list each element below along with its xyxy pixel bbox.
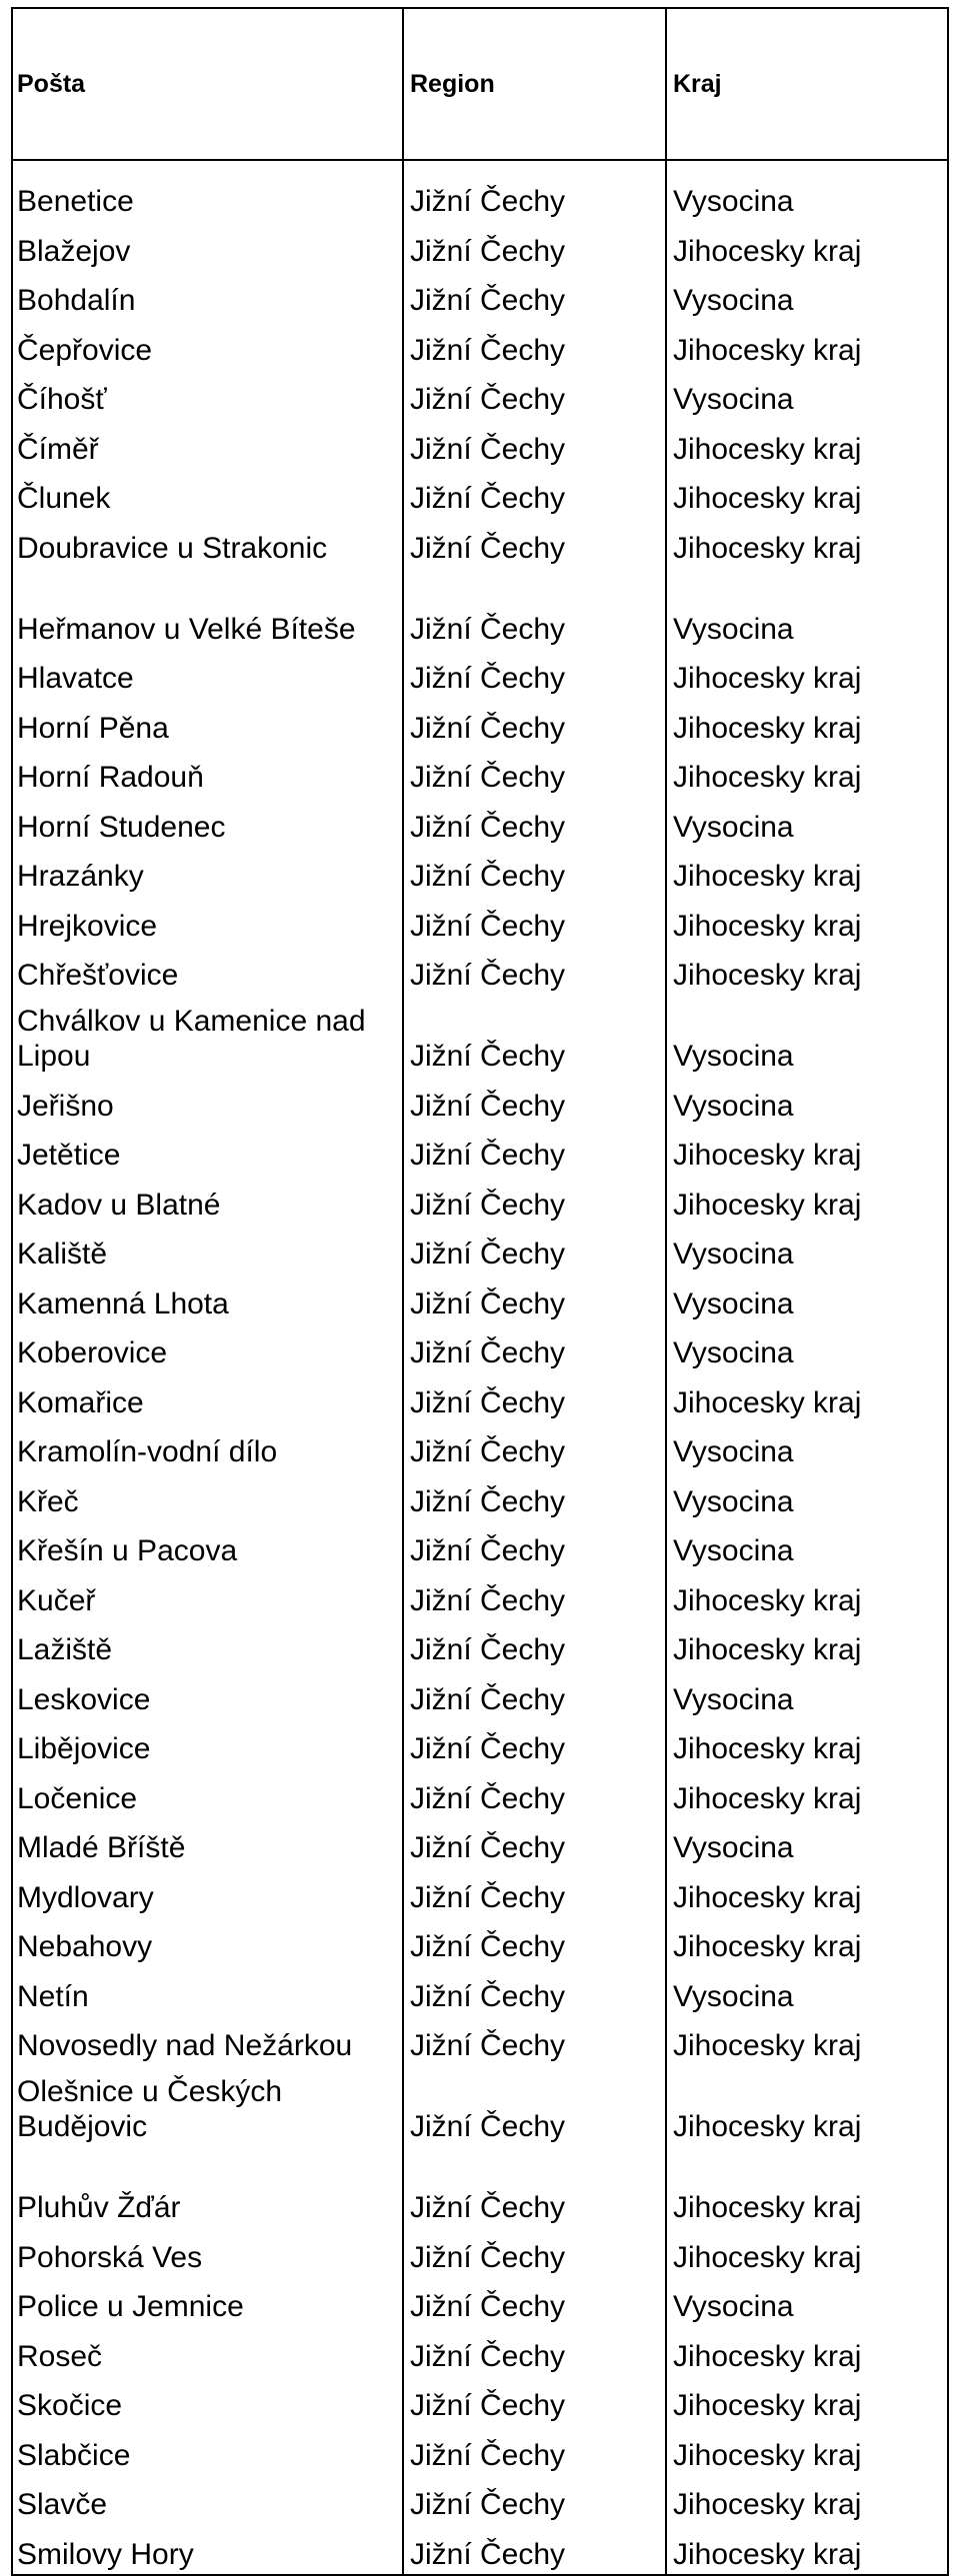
cell-region: Jižní Čechy	[403, 1128, 666, 1178]
cell-region: Jižní Čechy	[403, 1968, 666, 2018]
cell-posta: Pohorská Ves	[12, 2229, 403, 2279]
cell-kraj: Jihocesky kraj	[666, 2427, 948, 2477]
cell-region: Jižní Čechy	[403, 160, 666, 223]
cell-region: Jižní Čechy	[403, 1869, 666, 1919]
cell-kraj: Jihocesky kraj	[666, 849, 948, 899]
table-row	[12, 1374, 948, 1424]
cell-kraj: Vysocina	[666, 160, 948, 223]
table-row	[12, 700, 948, 750]
cell-region: Jižní Čechy	[403, 898, 666, 948]
table-row	[12, 898, 948, 948]
cell-posta: Smilovy Hory	[12, 2526, 403, 2575]
table-row	[12, 2328, 948, 2378]
cell-region: Jižní Čechy	[403, 2427, 666, 2477]
cell-region: Jižní Čechy	[403, 2148, 666, 2229]
cell-kraj: Jihocesky kraj	[666, 2328, 948, 2378]
cell-posta: Roseč	[12, 2328, 403, 2378]
table-row	[12, 570, 948, 651]
cell-kraj: Vysocina	[666, 1820, 948, 1870]
table-row	[12, 2378, 948, 2428]
table-row	[12, 1869, 948, 1919]
cell-kraj: Vysocina	[666, 1671, 948, 1721]
table-row	[12, 1671, 948, 1721]
table-row	[12, 160, 948, 223]
cell-posta: Chřešťovice	[12, 948, 403, 998]
cell-kraj: Vysocina	[666, 1078, 948, 1128]
cell-posta: Chválkov u Kamenice nad Lipou	[12, 997, 403, 1078]
cell-posta: Police u Jemnice	[12, 2279, 403, 2329]
cell-posta: Benetice	[12, 160, 403, 223]
cell-region: Jižní Čechy	[403, 651, 666, 701]
cell-region: Jižní Čechy	[403, 1770, 666, 1820]
table-row	[12, 1770, 948, 1820]
table-row	[12, 1572, 948, 1622]
cell-region: Jižní Čechy	[403, 1572, 666, 1622]
cell-kraj: Vysocina	[666, 997, 948, 1078]
cell-posta: Člunek	[12, 471, 403, 521]
cell-kraj: Jihocesky kraj	[666, 2229, 948, 2279]
table-row	[12, 2477, 948, 2527]
cell-posta: Kramolín-vodní dílo	[12, 1424, 403, 1474]
cell-kraj: Vysocina	[666, 1424, 948, 1474]
cell-posta: Slabčice	[12, 2427, 403, 2477]
post-offices-table	[11, 7, 949, 2576]
table-row	[12, 2148, 948, 2229]
cell-region: Jižní Čechy	[403, 1622, 666, 1672]
cell-region: Jižní Čechy	[403, 1820, 666, 1870]
cell-region: Jižní Čechy	[403, 273, 666, 323]
cell-kraj: Jihocesky kraj	[666, 2526, 948, 2575]
cell-kraj: Jihocesky kraj	[666, 421, 948, 471]
table-row	[12, 1721, 948, 1771]
table-row	[12, 2229, 948, 2279]
cell-region: Jižní Čechy	[403, 1523, 666, 1573]
cell-kraj: Vysocina	[666, 1523, 948, 1573]
cell-kraj: Jihocesky kraj	[666, 1770, 948, 1820]
cell-posta: Hlavatce	[12, 651, 403, 701]
cell-posta: Olešnice u Českých Budějovic	[12, 2067, 403, 2148]
table-row	[12, 799, 948, 849]
cell-posta: Leskovice	[12, 1671, 403, 1721]
cell-region: Jižní Čechy	[403, 2328, 666, 2378]
table-row	[12, 1078, 948, 1128]
cell-posta: Křešín u Pacova	[12, 1523, 403, 1573]
cell-kraj: Jihocesky kraj	[666, 1721, 948, 1771]
cell-region: Jižní Čechy	[403, 2067, 666, 2148]
cell-posta: Horní Radouň	[12, 750, 403, 800]
cell-region: Jižní Čechy	[403, 1424, 666, 1474]
cell-posta: Heřmanov u Velké Bíteše	[12, 570, 403, 651]
cell-posta: Hrazánky	[12, 849, 403, 899]
table-row	[12, 948, 948, 998]
cell-posta: Kamenná Lhota	[12, 1276, 403, 1325]
cell-posta: Jetětice	[12, 1128, 403, 1178]
cell-region: Jižní Čechy	[403, 372, 666, 422]
column-header-region: Region	[403, 8, 666, 160]
cell-posta: Lažiště	[12, 1622, 403, 1672]
column-header-kraj: Kraj	[666, 8, 948, 160]
cell-posta: Horní Pěna	[12, 700, 403, 750]
table-row	[12, 2427, 948, 2477]
table-row	[12, 471, 948, 521]
table-row	[12, 1325, 948, 1375]
cell-region: Jižní Čechy	[403, 223, 666, 273]
cell-region: Jižní Čechy	[403, 421, 666, 471]
table-row	[12, 849, 948, 899]
cell-region: Jižní Čechy	[403, 1325, 666, 1375]
cell-kraj: Vysocina	[666, 372, 948, 422]
cell-kraj: Vysocina	[666, 1227, 948, 1277]
cell-kraj: Vysocina	[666, 799, 948, 849]
cell-kraj: Jihocesky kraj	[666, 1622, 948, 1672]
table-row	[12, 1177, 948, 1227]
table-row	[12, 2279, 948, 2329]
cell-posta: Slavče	[12, 2477, 403, 2527]
cell-posta: Kučeř	[12, 1572, 403, 1622]
cell-kraj: Jihocesky kraj	[666, 1869, 948, 1919]
cell-region: Jižní Čechy	[403, 750, 666, 800]
cell-posta: Hrejkovice	[12, 898, 403, 948]
cell-region: Jižní Čechy	[403, 1227, 666, 1277]
cell-kraj: Jihocesky kraj	[666, 651, 948, 701]
cell-region: Jižní Čechy	[403, 1721, 666, 1771]
cell-kraj: Jihocesky kraj	[666, 700, 948, 750]
cell-region: Jižní Čechy	[403, 2279, 666, 2329]
cell-region: Jižní Čechy	[403, 1276, 666, 1325]
cell-region: Jižní Čechy	[403, 1374, 666, 1424]
cell-kraj: Jihocesky kraj	[666, 750, 948, 800]
cell-posta: Jeřišno	[12, 1078, 403, 1128]
table-row	[12, 1276, 948, 1325]
cell-kraj: Vysocina	[666, 273, 948, 323]
table-header-row	[12, 8, 948, 160]
column-header-posta: Pošta	[12, 8, 403, 160]
cell-posta: Mladé Bříště	[12, 1820, 403, 1870]
cell-posta: Nebahovy	[12, 1919, 403, 1969]
cell-posta: Libějovice	[12, 1721, 403, 1771]
table-row	[12, 997, 948, 1078]
cell-posta: Číměř	[12, 421, 403, 471]
cell-region: Jižní Čechy	[403, 520, 666, 570]
table-row	[12, 1820, 948, 1870]
cell-region: Jižní Čechy	[403, 1919, 666, 1969]
cell-posta: Novosedly nad Nežárkou	[12, 2018, 403, 2068]
table-row	[12, 2018, 948, 2068]
cell-posta: Koberovice	[12, 1325, 403, 1375]
table-row	[12, 651, 948, 701]
cell-posta: Kaliště	[12, 1227, 403, 1277]
cell-posta: Čepřovice	[12, 322, 403, 372]
cell-posta: Bohdalín	[12, 273, 403, 323]
cell-kraj: Jihocesky kraj	[666, 898, 948, 948]
cell-posta: Doubravice u Strakonic	[12, 520, 403, 570]
cell-region: Jižní Čechy	[403, 700, 666, 750]
cell-kraj: Jihocesky kraj	[666, 2067, 948, 2148]
cell-posta: Horní Studenec	[12, 799, 403, 849]
cell-region: Jižní Čechy	[403, 322, 666, 372]
cell-kraj: Jihocesky kraj	[666, 2148, 948, 2229]
cell-region: Jižní Čechy	[403, 1177, 666, 1227]
table-row	[12, 1523, 948, 1573]
cell-kraj: Vysocina	[666, 2279, 948, 2329]
table-row	[12, 1128, 948, 1178]
cell-region: Jižní Čechy	[403, 948, 666, 998]
table-row	[12, 1473, 948, 1523]
cell-posta: Ločenice	[12, 1770, 403, 1820]
table-row	[12, 322, 948, 372]
table-row	[12, 2526, 948, 2575]
cell-posta: Pluhův Žďár	[12, 2148, 403, 2229]
cell-kraj: Vysocina	[666, 1325, 948, 1375]
table-row	[12, 1968, 948, 2018]
cell-posta: Netín	[12, 1968, 403, 2018]
cell-kraj: Jihocesky kraj	[666, 2018, 948, 2068]
cell-kraj: Jihocesky kraj	[666, 1919, 948, 1969]
cell-kraj: Jihocesky kraj	[666, 948, 948, 998]
cell-region: Jižní Čechy	[403, 2477, 666, 2527]
cell-kraj: Vysocina	[666, 1473, 948, 1523]
cell-posta: Kadov u Blatné	[12, 1177, 403, 1227]
cell-kraj: Vysocina	[666, 1276, 948, 1325]
cell-posta: Křeč	[12, 1473, 403, 1523]
table-row	[12, 372, 948, 422]
cell-kraj: Jihocesky kraj	[666, 322, 948, 372]
cell-kraj: Jihocesky kraj	[666, 1572, 948, 1622]
cell-region: Jižní Čechy	[403, 570, 666, 651]
cell-kraj: Jihocesky kraj	[666, 1128, 948, 1178]
cell-region: Jižní Čechy	[403, 2378, 666, 2428]
cell-region: Jižní Čechy	[403, 849, 666, 899]
cell-kraj: Vysocina	[666, 570, 948, 651]
table-body	[12, 160, 948, 2575]
cell-kraj: Jihocesky kraj	[666, 223, 948, 273]
cell-kraj: Jihocesky kraj	[666, 2378, 948, 2428]
cell-region: Jižní Čechy	[403, 799, 666, 849]
table-row	[12, 1622, 948, 1672]
cell-region: Jižní Čechy	[403, 997, 666, 1078]
cell-region: Jižní Čechy	[403, 1671, 666, 1721]
table-row	[12, 223, 948, 273]
cell-kraj: Jihocesky kraj	[666, 520, 948, 570]
cell-region: Jižní Čechy	[403, 1473, 666, 1523]
cell-posta: Blažejov	[12, 223, 403, 273]
table-row	[12, 1424, 948, 1474]
cell-posta: Skočice	[12, 2378, 403, 2428]
cell-kraj: Jihocesky kraj	[666, 2477, 948, 2527]
table-row	[12, 520, 948, 570]
cell-posta: Komařice	[12, 1374, 403, 1424]
cell-kraj: Vysocina	[666, 1968, 948, 2018]
cell-kraj: Jihocesky kraj	[666, 471, 948, 521]
cell-kraj: Jihocesky kraj	[666, 1374, 948, 1424]
table-row	[12, 2067, 948, 2148]
cell-posta: Číhošť	[12, 372, 403, 422]
cell-region: Jižní Čechy	[403, 1078, 666, 1128]
cell-region: Jižní Čechy	[403, 2229, 666, 2279]
table-row	[12, 750, 948, 800]
table-row	[12, 273, 948, 323]
cell-region: Jižní Čechy	[403, 471, 666, 521]
cell-region: Jižní Čechy	[403, 2526, 666, 2575]
table-row	[12, 1919, 948, 1969]
cell-region: Jižní Čechy	[403, 2018, 666, 2068]
cell-kraj: Jihocesky kraj	[666, 1177, 948, 1227]
table-row	[12, 1227, 948, 1277]
table-row	[12, 421, 948, 471]
cell-posta: Mydlovary	[12, 1869, 403, 1919]
